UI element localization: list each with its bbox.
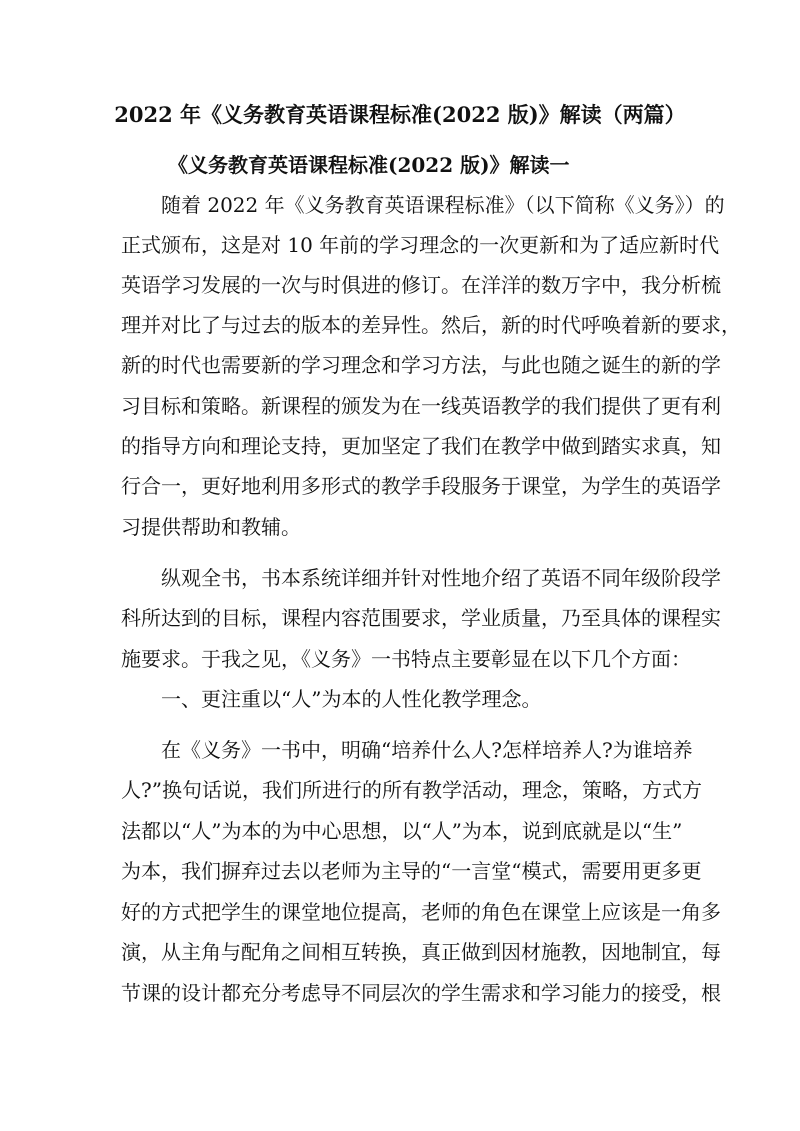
paragraph-line: 纵观全书，书本系统详细并针对性地介绍了英语不同年级阶段学 <box>161 566 721 590</box>
paragraph-line: 习提供帮助和教辅。 <box>121 515 301 539</box>
paragraph-line: 新的时代也需要新的学习理念和学习方法，与此也随之诞生的新的学 <box>121 353 721 377</box>
paragraph-line: 在《义务》一书中，明确“培养什么人?怎样培养人?为谁培养 <box>161 738 693 762</box>
paragraph-line: 正式颁布，这是对 10 年前的学习理念的一次更新和为了适应新时代 <box>121 233 720 257</box>
paragraph-line: 理并对比了与过去的版本的差异性。然后，新的时代呼唤着新的要求， <box>121 313 741 337</box>
section-heading-line: 一、更注重以“人”为本的人性化教学理念。 <box>161 687 542 711</box>
paragraph-line: 英语学习发展的一次与时俱进的修订。在洋洋的数万字中，我分析梳 <box>121 273 721 297</box>
paragraph-line: 施要求。于我之见，《义务》一书特点主要彰显在以下几个方面： <box>121 647 691 671</box>
paragraph-line: 习目标和策略。新课程的颁发为在一线英语教学的我们提供了更有利 <box>121 394 721 418</box>
paragraph-line: 为本，我们摒弃过去以老师为主导的“一言堂“模式，需要用更多更 <box>121 859 702 883</box>
paragraph-line: 科所达到的目标，课程内容范围要求，学业质量，乃至具体的课程实 <box>121 606 721 630</box>
paragraph-line: 的指导方向和理论支持，更加坚定了我们在教学中做到踏实求真，知 <box>121 434 721 458</box>
paragraph-line: 随着 2022 年《义务教育英语课程标准》（以下简称《义务》）的 <box>161 193 725 217</box>
paragraph-line: 好的方式把学生的课堂地位提高，老师的角色在课堂上应该是一角多 <box>121 900 721 924</box>
paragraph-line: 节课的设计都充分考虑导不同层次的学生需求和学习能力的接受，根 <box>121 981 721 1005</box>
paragraph-line: 行合一，更好地利用多形式的教学手段服务于课堂，为学生的英语学 <box>121 474 721 498</box>
paragraph-line: 演，从主角与配角之间相互转换，真正做到因材施教，因地制宜，每 <box>121 940 721 964</box>
paragraph-line: 法都以“人”为本的为中心思想，以“人”为本，说到底就是以“生” <box>121 819 683 843</box>
section-title: 《义务教育英语课程标准(2022 版)》解读一 <box>168 153 570 177</box>
paragraph-line: 人?”换句话说，我们所进行的所有教学活动，理念，策略，方式方 <box>121 778 702 802</box>
document-title: 2022 年《义务教育英语课程标准(2022 版)》解读（两篇） <box>114 102 686 127</box>
